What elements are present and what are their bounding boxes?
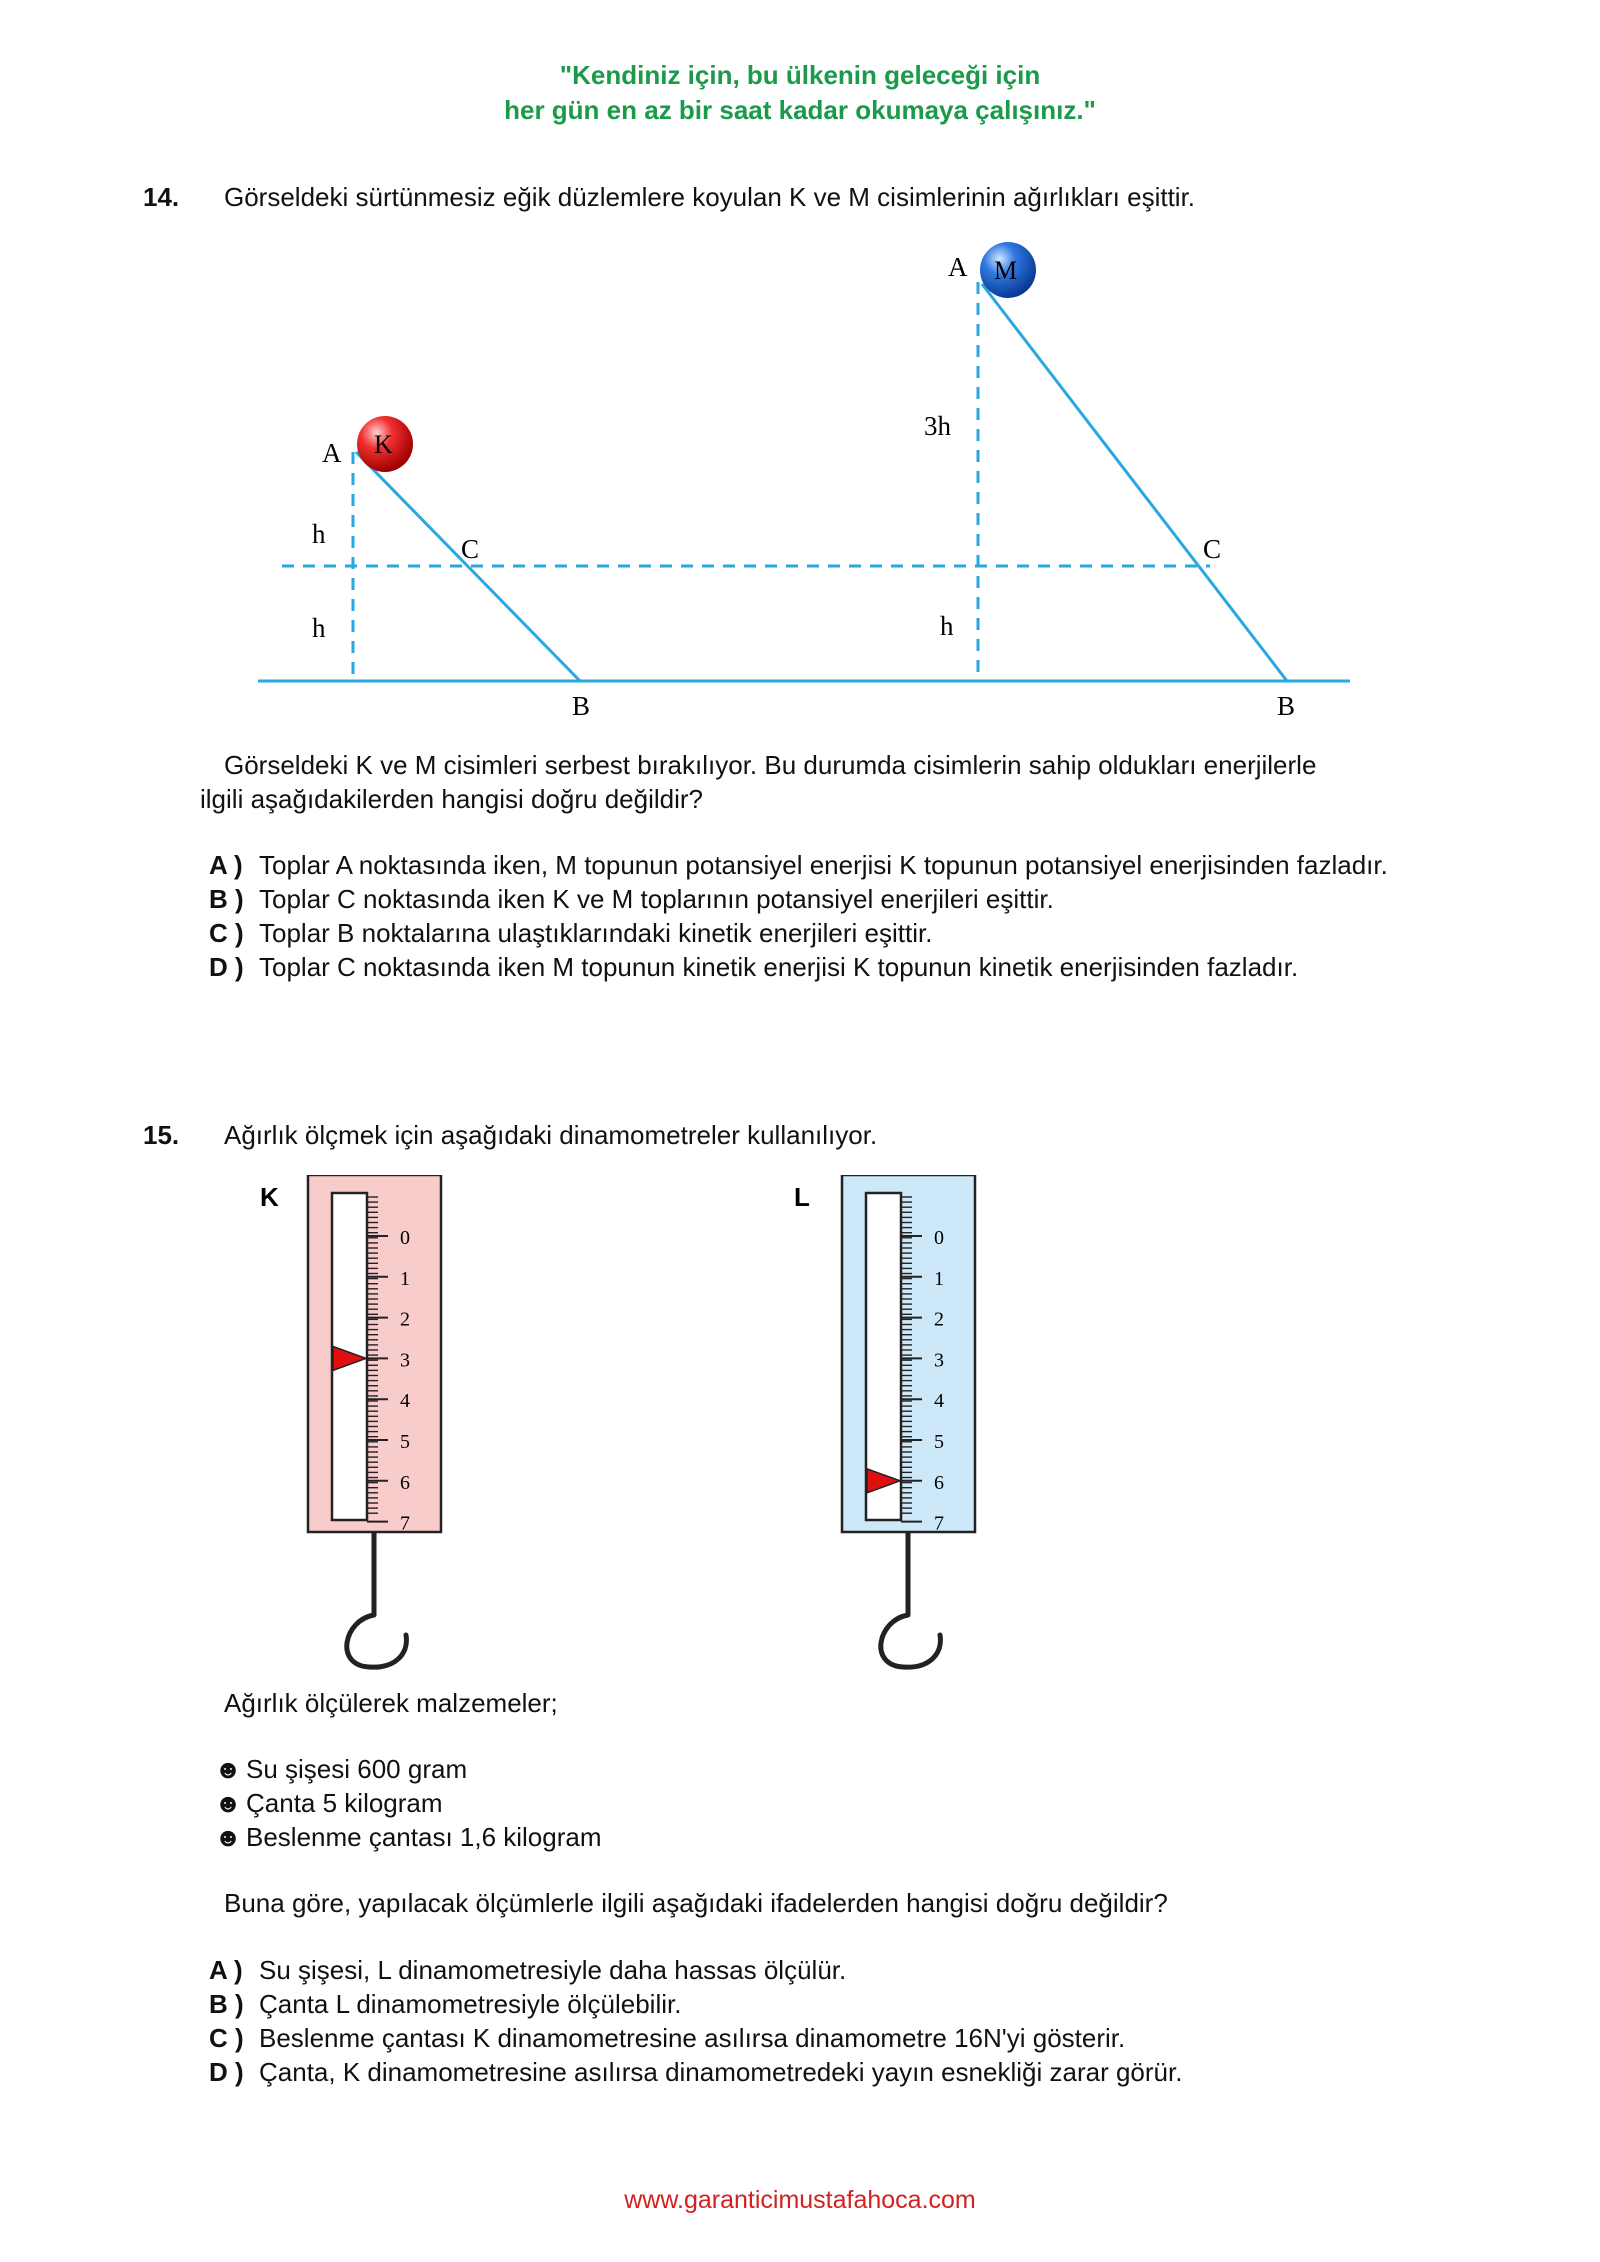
q15-option-a-key: A ) (209, 1955, 243, 1985)
dynamometer-k (260, 1175, 441, 1667)
dynamometer-l-label: L (794, 1182, 810, 1212)
q14-incline-diagram (0, 230, 1600, 730)
q15-options (209, 1953, 1182, 2089)
q14-question-line1: Görseldeki K ve M cisimleri serbest bırakılıyor. Bu durumda cisimlerin sahip oldukları enerjilerle (224, 750, 1317, 780)
q15-item (210, 1786, 602, 1820)
dynamometer-k-scale-label: 6 (400, 1471, 410, 1494)
right-h-lower-label: h (940, 611, 954, 641)
dynamometer-l-scale-label: 4 (934, 1390, 944, 1413)
smiley-bullet-icon: ☻ (214, 1788, 242, 1818)
dynamometer-k-label: K (260, 1182, 279, 1212)
q15-dynamometers (0, 1175, 1600, 1695)
q15-option-b[interactable] (209, 1987, 1182, 2021)
right-point-a-label: A (948, 252, 968, 282)
q15-option-d-key: D ) (209, 2057, 244, 2087)
dynamometer-l-scale-label: 1 (934, 1267, 944, 1290)
right-point-b-label: B (1277, 691, 1296, 721)
dynamometer-k-scale-label: 0 (400, 1227, 410, 1249)
q14-option-a[interactable] (209, 848, 1388, 882)
q15-item (210, 1752, 602, 1786)
left-h-lower-label: h (312, 613, 326, 643)
dynamometer-k-hook (347, 1615, 407, 1667)
q14-question-line2: ilgili aşağıdakilerden hangisi doğru değildir? (200, 784, 703, 814)
q14-stem: Görseldeki sürtünmesiz eğik düzlemlere koyulan K ve M cisimlerinin ağırlıkları eşittir. (224, 182, 1196, 212)
footer-url[interactable]: www.garanticimustafahoca.com (624, 2186, 976, 2214)
smiley-bullet-icon: ☻ (214, 1822, 242, 1852)
q14-option-b-text: Toplar C noktasında iken K ve M toplarının potansiyel enerjileri eşittir. (259, 884, 1054, 914)
q14-option-d-key: D ) (209, 952, 244, 982)
dynamometer-l-scale-label: 6 (934, 1471, 944, 1494)
q15-option-c-key: C ) (209, 2023, 244, 2053)
dynamometer-l-scale-label: 5 (934, 1431, 944, 1453)
q14-option-d[interactable] (209, 950, 1388, 984)
q14-options (209, 848, 1388, 984)
header-quote (0, 58, 1600, 128)
dynamometer-l-body (842, 1175, 975, 1532)
left-point-c-label: C (461, 534, 480, 564)
q15-item-list (210, 1752, 602, 1854)
right-3h-label: 3h (924, 411, 951, 441)
dynamometer-l-hook (881, 1615, 941, 1667)
q15-item-text: Beslenme çantası 1,6 kilogram (246, 1822, 602, 1852)
ball-k-label: K (374, 430, 393, 459)
q15-option-b-key: B ) (209, 1989, 244, 2019)
q15-question: Buna göre, yapılacak ölçümlerle ilgili aşağıdaki ifadelerden hangisi doğru değildir? (224, 1888, 1168, 1918)
dynamometer-k-scale-label: 3 (400, 1349, 410, 1372)
smiley-bullet-icon: ☻ (214, 1754, 242, 1784)
q14-option-c-text: Toplar B noktalarına ulaştıklarındaki kinetik enerjileri eşittir. (259, 918, 933, 948)
dynamometer-l (794, 1175, 975, 1667)
ball-m-label: M (994, 256, 1018, 285)
q15-item-text: Su şişesi 600 gram (246, 1754, 468, 1784)
q15-option-a-text: Su şişesi, L dinamometresiyle daha hassas ölçülür. (259, 1955, 847, 1985)
dynamometer-l-scale-label: 2 (934, 1308, 944, 1331)
q14-option-c-key: C ) (209, 918, 244, 948)
q15-option-b-text: Çanta L dinamometresiyle ölçülebilir. (259, 1989, 682, 2019)
right-incline (982, 284, 1287, 681)
q15-option-c[interactable] (209, 2021, 1182, 2055)
q15-intro: Ağırlık ölçülerek malzemeler; (224, 1688, 558, 1718)
dynamometer-k-body (308, 1175, 441, 1532)
q15-option-c-text: Beslenme çantası K dinamometresine asılırsa dinamometre 16N'yi gösterir. (259, 2023, 1126, 2053)
q15-option-a[interactable] (209, 1953, 1182, 1987)
q14-option-c[interactable] (209, 916, 1388, 950)
header-quote-line1: "Kendiniz için, bu ülkenin geleceği için (559, 60, 1041, 90)
dynamometer-l-scale-label: 7 (934, 1512, 944, 1535)
q15-item-text: Çanta 5 kilogram (246, 1788, 443, 1818)
dynamometer-k-scale-label: 7 (400, 1512, 410, 1535)
q15-number: 15. (143, 1120, 180, 1150)
q15-option-d[interactable] (209, 2055, 1182, 2089)
dynamometer-k-scale-label: 5 (400, 1431, 410, 1453)
q15-option-d-text: Çanta, K dinamometresine asılırsa dinamometredeki yayın esnekliği zarar görür. (259, 2057, 1183, 2087)
q14-option-b-key: B ) (209, 884, 244, 914)
q14-option-a-text: Toplar A noktasında iken, M topunun potansiyel enerjisi K topunun potansiyel enerjisinden fazladır. (259, 850, 1388, 880)
left-point-b-label: B (572, 691, 591, 721)
right-point-c-label: C (1203, 534, 1222, 564)
q15-stem: Ağırlık ölçmek için aşağıdaki dinamometreler kullanılıyor. (224, 1120, 878, 1150)
dynamometer-l-scale-label: 0 (934, 1227, 944, 1249)
left-point-a-label: A (322, 438, 342, 468)
dynamometer-l-scale-label: 3 (934, 1349, 944, 1372)
q14-option-b[interactable] (209, 882, 1388, 916)
q14-option-d-text: Toplar C noktasında iken M topunun kinetik enerjisi K topunun kinetik enerjisinden fazladır. (259, 952, 1299, 982)
q14-number: 14. (143, 182, 180, 212)
dynamometer-k-scale-label: 4 (400, 1390, 410, 1413)
q15-item (210, 1820, 602, 1854)
dynamometer-k-scale-label: 2 (400, 1308, 410, 1331)
left-h-upper-label: h (312, 519, 326, 549)
q14-option-a-key: A ) (209, 850, 243, 880)
dynamometer-k-scale-label: 1 (400, 1267, 410, 1290)
header-quote-line2: her gün en az bir saat kadar okumaya çalışınız." (504, 95, 1096, 125)
